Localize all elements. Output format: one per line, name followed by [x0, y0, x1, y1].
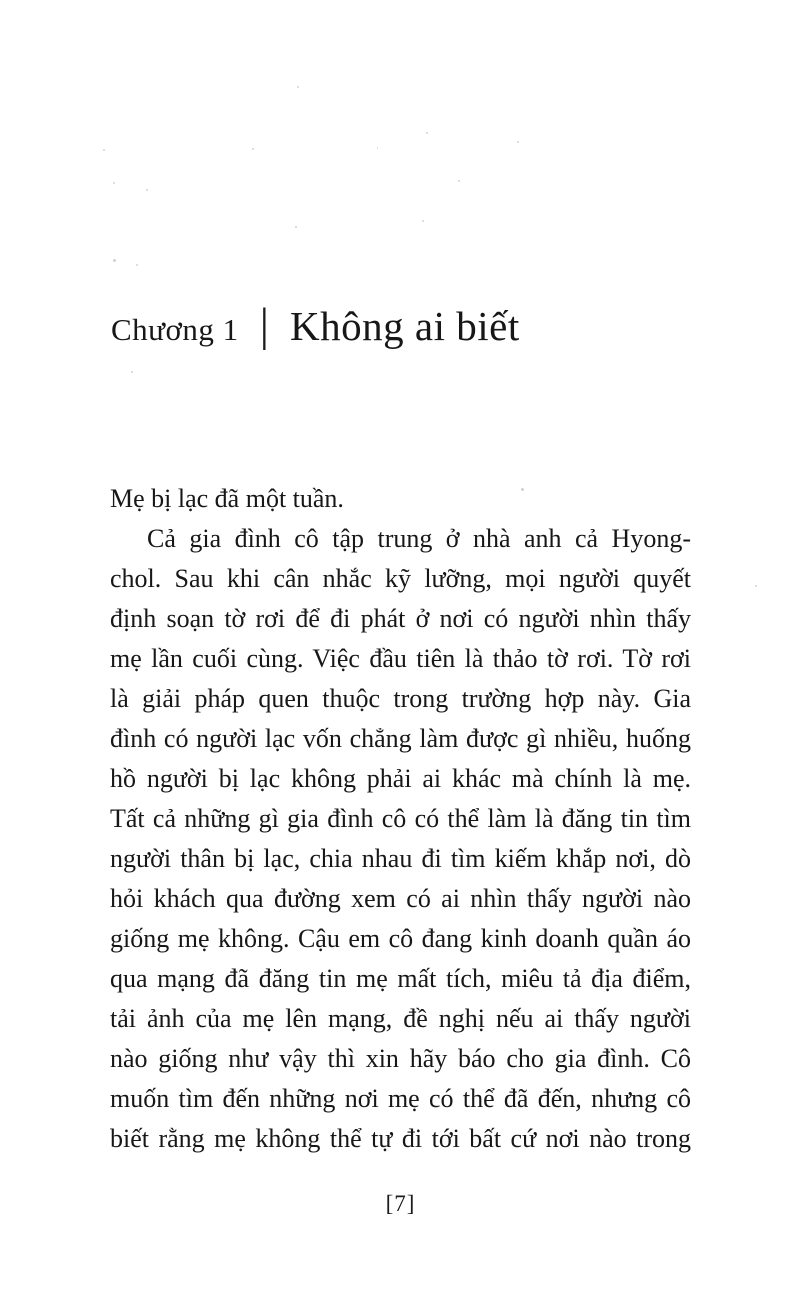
chapter-heading: [111, 298, 520, 352]
body-text: [110, 479, 691, 1159]
text-line: Tất cả những gì gia đình cô có thể làm là đăng tin tìm: [110, 804, 691, 833]
text-line: Cả gia đình cô tập trung ở nhà anh cả Hyong-: [147, 524, 691, 553]
text-line: muốn tìm đến những nơi mẹ có thể đã đến, nhưng cô: [110, 1084, 691, 1113]
text-line: hồ người bị lạc không phải ai khác mà chính là mẹ.: [110, 764, 691, 793]
text-line: hỏi khách qua đường xem có ai nhìn thấy người nào: [110, 884, 691, 913]
text-line: giống mẹ không. Cậu em cô đang kinh doanh quần áo: [110, 924, 691, 953]
heading-divider: |: [259, 299, 270, 351]
text-line: nào giống như vậy thì xin hãy báo cho gia đình. Cô: [110, 1044, 691, 1073]
text-line: mẹ lần cuối cùng. Việc đầu tiên là thảo tờ rơi. Tờ rơi: [110, 644, 691, 673]
text-line: qua mạng đã đăng tin mẹ mất tích, miêu tả địa điểm,: [110, 964, 691, 993]
chapter-title: Không ai biết: [290, 303, 520, 349]
text-line: là giải pháp quen thuộc trong trường hợp này. Gia: [110, 684, 691, 713]
text-line: người thân bị lạc, chia nhau đi tìm kiếm khắp nơi, dò: [110, 844, 691, 873]
page-number: [7]: [385, 1191, 416, 1216]
text-line: biết rằng mẹ không thể tự đi tới bất cứ nơi nào trong: [110, 1124, 691, 1153]
text-line: đình có người lạc vốn chẳng làm được gì nhiều, huống: [110, 724, 691, 753]
text-line: tải ảnh của mẹ lên mạng, đề nghị nếu ai thấy người: [110, 1004, 691, 1033]
text-line: định soạn tờ rơi để đi phát ở nơi có người nhìn thấy: [110, 604, 691, 633]
chapter-number-label: Chương 1: [111, 312, 239, 347]
text-line: chol. Sau khi cân nhắc kỹ lưỡng, mọi người quyết: [110, 564, 691, 593]
text-line: Mẹ bị lạc đã một tuần.: [110, 484, 344, 513]
